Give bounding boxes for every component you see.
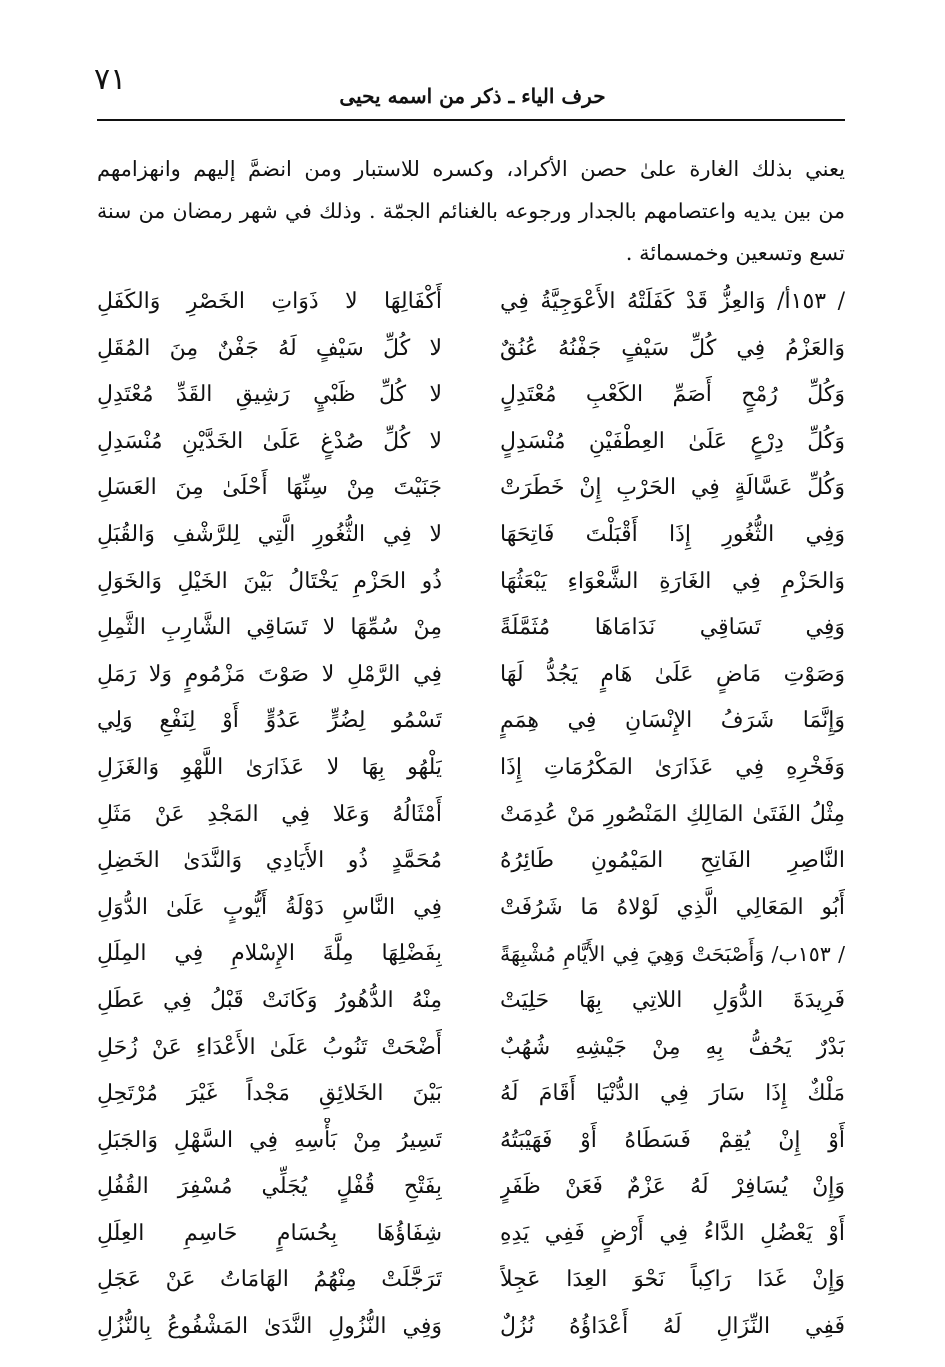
verse [97, 838, 845, 885]
verse-second-hemistich: جَنَيْتَ مِنْ سِنِّهَا أَحْلَىٰ مِنَ العَسَلِ [97, 475, 442, 501]
page-number: ٧١ [94, 62, 127, 97]
verse-first-hemistich: وَإِنْ غَدَا رَاكِباً نَحْوَ العِدَا عَجِلاً [500, 1267, 845, 1293]
verse-second-hemistich: لا فِي الثُّغُورِ الَّتِي لِلرَّشْفِ وَالقُبَلِ [97, 521, 442, 547]
verse-second-hemistich: بَيْنَ الخَلائِقِ مَجْداً غَيْرَ مُرْتَحِلِ [97, 1081, 442, 1107]
verse [97, 1257, 845, 1304]
verse-second-hemistich: مِنْهُ الدُّهُورُ وَكَانَتْ قَبْلُ فِي عَطَلِ [97, 987, 442, 1013]
verse-first-hemistich: مِثْلُ الفَتَىٰ المَالِكِ المَنْصُورِ مَنْ عُدِمَتْ [500, 801, 845, 827]
verse-first-hemistich: النَّاصِرِ الفَاتِحِ المَيْمُونِ طَائِرُهُ [500, 848, 845, 874]
verse-second-hemistich: ذُو الحَزْمِ يَخْتَالُ بَيْنَ الخَيْلِ وَالخَوَلِ [97, 568, 442, 594]
verse-second-hemistich: شِفَاؤُهَا بِحُسَامٍ حَاسِمِ العِلَلِ [97, 1220, 442, 1246]
verse-second-hemistich: تَسْمُو لِضُرٍّ عَدُوٍّ أَوْ لِنَفْعِ وَلِي [97, 708, 442, 734]
verse-first-hemistich: وَكُلِّ عَسَّالَةٍ فِي الحَرْبِ إِنْ خَطَرَتْ [500, 475, 845, 501]
verse [97, 1211, 845, 1258]
verse-first-hemistich: وَفَخْرِهِ فِي عَذَارَىٰ المَكْرُمَاتِ إِذَا [500, 754, 845, 780]
verse-second-hemistich: فِي الرَّمْلِ لا صَوْتَ مَزْمُومٍ وَلا رَمَلِ [97, 661, 442, 687]
verse [97, 792, 845, 839]
verse-first-hemistich: وَفِي تَسَاقِي نَدَامَاهَا مُثَمَّلَةً [500, 615, 845, 641]
verse [97, 605, 845, 652]
verse-second-hemistich: أَكْفَالِهَا لا ذَوَاتِ الخَصْرِ وَالكَفَلِ [97, 289, 442, 314]
verse [97, 1025, 845, 1072]
verse-first-hemistich: فَرِيدَةَ الدُّوَلِ اللاتِي بِهَا حَلِيَتْ [500, 987, 845, 1013]
verse-second-hemistich: فِي النَّاسِ دَوْلَةُ أَيُّوبٍ عَلَىٰ الدُّوَلِ [97, 894, 442, 920]
verse-first-hemistich: فَفِي النِّزَالِ لَهُ أَعْدَاؤُهُ نُزُلٌ [500, 1314, 845, 1340]
verse-second-hemistich: لا كُلِّ صُدْغٍ عَلَىٰ الخَدَّيْنِ مُنْسَدِلِ [97, 428, 442, 454]
verse [97, 745, 845, 792]
header-rule [97, 119, 845, 121]
verse-second-hemistich: لا كُلِّ ظَبْيٍ رَشِيقِ القَدِّ مُعْتَدِلِ [97, 382, 442, 408]
verse-second-hemistich: مُحَمَّدٍ ذُو الأَيَادِي وَالنَّدَىٰ الخَضِلِ [97, 848, 442, 874]
verse [97, 559, 845, 606]
verse [97, 419, 845, 466]
verse-first-hemistich: أَوْ يَعْضُلِ الدَّاءُ فِي أَرْضٍ فَفِي يَدِهِ [500, 1220, 845, 1246]
verse-second-hemistich: يَلْهُو بِهَا لا عَذَارَىٰ اللَّهْوِ وَالغَزَلِ [97, 754, 442, 780]
verse-first-hemistich: / ١٥٣أ/ وَالعِزُّ قَدْ كَفَلَتْهُ الأَعْوَجِيَّةُ فِي [500, 289, 845, 314]
verse-second-hemistich: بِفَتْحِ قُفْلٍ يُجَلِّي مُسْفِرَ القُفُلِ [97, 1174, 442, 1200]
prose-paragraph [97, 148, 845, 274]
verse [97, 1164, 845, 1211]
prose-line: يعني بذلك الغارة علىٰ حصن الأكراد، وكسره للاستبار ومن انضمَّ إليهم وانهزامهم [97, 157, 845, 181]
verse [97, 372, 845, 419]
verse-first-hemistich: وَكُلِّ دِرْعٍ عَلَىٰ العِطْفَيْنِ مُنْسَدِلٍ [500, 428, 845, 454]
verse-first-hemistich: / ١٥٣ب/ وَأَصْبَحَتْ وَهِيَ فِي الأَيَّامِ مُشْبِهَةً [500, 942, 845, 967]
verse [97, 698, 845, 745]
verse-first-hemistich: وَالحَزْمِ فِي الغَارَةِ الشَّعْوَاءِ يَبْعَثُهَا [500, 568, 845, 594]
verse-second-hemistich: أَضْحَتْ تَنُوبُ عَلَىٰ الأَعْدَاءِ عَنْ زُحَلِ [97, 1034, 442, 1060]
verse-first-hemistich: وَفِي الثُّغُورِ إِذَا أَقْبَلْتَ فَاتِحَهَا [500, 521, 845, 547]
verse-first-hemistich: بَدْرٌ يَحُفُّ بِهِ مِنْ جَيْشِهِ شُهُبٌ [500, 1034, 845, 1060]
verse [97, 326, 845, 373]
verse-second-hemistich: أَمْثَالُهُ وَعَلا فِي المَجْدِ عَنْ مَثَلِ [97, 801, 442, 827]
verse-first-hemistich: أَبُو المَعَالِي الَّذِي لَوْلاهُ مَا شَرُفَتْ [500, 894, 845, 920]
verse-first-hemistich: وَصَوْتِ مَاضٍ عَلَىٰ هَامٍ يَجُدُّ لَهَا [500, 661, 845, 687]
verse-second-hemistich: تَسِيرُ مِنْ بَأْسِهِ فِي السَّهْلِ وَالجَبَلِ [97, 1127, 442, 1153]
prose-line: من بين يديه واعتصامهم بالجدار ورجوعه بالغنائم الجمّة . وذلك في شهر رمضان من سنة [97, 199, 845, 223]
verse-second-hemistich: بِفَضْلِهَا مِلَّةَ الإِسْلامِ فِي المِلَلِ [97, 941, 442, 967]
verse-second-hemistich: لا كُلِّ سَيْفٍ لَهُ جَفْنٌ مِنَ المُقَلِ [97, 335, 442, 361]
verse [97, 279, 845, 326]
verse [97, 885, 845, 932]
verse [97, 978, 845, 1025]
verse [97, 465, 845, 512]
verse-first-hemistich: وَالعَزْمُ فِي كُلِّ سَيْفٍ جَفْنُهُ عُنُقٌ [500, 335, 845, 361]
verse-first-hemistich: وَإِنَّمَا شَرَفُ الإِنْسَانِ فِي هِمَمٍ [500, 708, 845, 734]
verse [97, 512, 845, 559]
running-head: حرف الياء ـ ذكر من اسمه يحيى [339, 84, 606, 108]
verse-first-hemistich: وَإِنْ يُسَافِرْ لَهُ عَزْمٌ فَعَنْ ظَفَرٍ [500, 1174, 845, 1200]
verse [97, 931, 845, 978]
verse-second-hemistich: مِنْ سُمِّهَا لا تَسَاقِي الشَّارِبِ الثَّمِلِ [97, 615, 442, 641]
verse-second-hemistich: وَفِي النُّزُولِ النَّدَىٰ المَشْفُوعُ بِالنُّزُلِ [97, 1314, 442, 1340]
verse-first-hemistich: مَلْكٌ إِذَا سَارَ فِي الدُّنْيَا أَقَامَ لَهُ [500, 1081, 845, 1107]
verse-second-hemistich: تَرَجَّلَتْ مِنْهُمُ الهَامَاتُ عَنْ عَجَلِ [97, 1267, 442, 1293]
verse [97, 1118, 845, 1165]
verse-first-hemistich: أَوْ إِنْ يُقِمْ فَسَطَاهُ أَوْ فَهَيْبَتُهُ [500, 1127, 845, 1153]
poem [97, 279, 845, 1351]
verse-first-hemistich: وَكُلِّ رُمْحٍ أَصَمِّ الكَعْبِ مُعْتَدِلٍ [500, 382, 845, 408]
verse [97, 1071, 845, 1118]
verse [97, 1304, 845, 1351]
prose-line: تسع وتسعين وخمسمائة . [625, 241, 845, 265]
verse [97, 652, 845, 699]
